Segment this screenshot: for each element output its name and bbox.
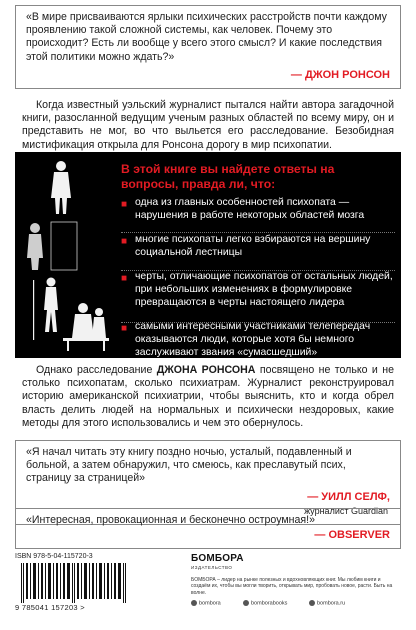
isbn-label: ISBN 978-5-04-115720-3 — [15, 553, 93, 560]
list-item — [121, 270, 397, 309]
link-bomborabooks[interactable] — [243, 600, 287, 606]
publisher-logo: БОМБОРА — [191, 553, 244, 564]
paragraph-body: посвящено не только и не столько психопатам, сколько психиатрам. Журналист реконструировал историю американской психиатрии, чтобы выяснить, кто и когда обрел власть делить людей на нормальных и психически нездоровых, какие методы для этого использовались и чем это обернулось. — [22, 364, 394, 429]
questions-list — [121, 196, 397, 370]
isbn-digits: 9 785041 157203 > — [15, 603, 85, 612]
bullet-icon: ■ — [121, 199, 128, 210]
link-text: bombora — [199, 600, 221, 607]
standing-man-silhouette — [51, 161, 71, 214]
link-text: bombora.ru — [317, 600, 346, 607]
isbn-barcode — [15, 553, 131, 613]
bullet-icon: ■ — [121, 273, 128, 284]
quote-will-self-text: «Я начал читать эту книгу поздно ночью, усталый, подавленный и больной, а затем обнаружил, что смеюсь, как преславутый псих, страницу за страницей» — [26, 446, 352, 485]
link-bombora[interactable] — [191, 600, 221, 606]
quote-observer — [15, 508, 401, 549]
silhouettes-illustration — [15, 152, 115, 358]
publisher-description: БОМБОРА – лидер на рынке полезных и вдохновляющих книг. Мы любим книги и создаём их, чтобы вы могли творить, открывать мир, пробовать новое, расти. Быть на волне. — [191, 577, 393, 596]
quote-ronson — [15, 5, 401, 89]
list-item — [121, 233, 397, 259]
social-icon — [243, 600, 249, 606]
reflection-figure-silhouette — [27, 222, 77, 270]
bullet-icon: ■ — [121, 323, 128, 334]
list-item — [121, 320, 397, 359]
publisher-links — [191, 600, 405, 610]
intro-paragraph: Когда известный уэльский журналист пытался найти автора загадочной книги, разосланной ведущим ученым разных областей по всему миру, он и представить не мог, во что выльется его расследование. Безобидная мистификация открыла для Ронсона дорогу в мир психопатии. — [22, 99, 394, 151]
list-item-text: черты, отличающие психопатов от остальных людей, при небольших изменениях в формулировке превращаются в черты настоящего лидера — [135, 271, 393, 308]
list-item-text: многие психопаты легко взбираются на вершину социальной лестницы — [135, 234, 371, 258]
questions-panel — [15, 152, 401, 358]
link-text: bomborabooks — [251, 600, 288, 607]
list-item — [121, 196, 397, 222]
list-divider — [121, 270, 395, 271]
paragraph-lead: Однако расследование — [36, 364, 157, 376]
bullet-icon: ■ — [121, 236, 128, 247]
publisher-subtitle: ИЗДАТЕЛЬСТВО — [191, 565, 233, 570]
quote-observer-text: «Интересная, провокационная и бесконечно остроумная!» — [26, 514, 315, 526]
quote-observer-author: — OBSERVER — [314, 529, 390, 542]
questions-content — [115, 152, 401, 358]
barcode-bars — [19, 563, 129, 603]
quote-will-self-name: — УИЛЛ СЕЛФ, — [307, 490, 390, 503]
link-bombora-site[interactable] — [309, 600, 345, 606]
list-item-text: одна из главных особенностей психопата — нарушения в работе некоторых областей мозга — [135, 197, 365, 221]
quote-ronson-text: «В мире присваиваются ярлыки психических расстройств почти каждому проявлению такой сложной системы, как человек. Почему это происходит? Есть ли вообще у всего этого смысл? И какие последствия этой политики можно ждать?» — [26, 11, 387, 63]
globe-icon — [309, 600, 315, 606]
social-icon — [191, 600, 197, 606]
walking-figure-silhouette — [33, 278, 58, 341]
list-divider — [121, 322, 395, 323]
list-divider — [121, 232, 395, 233]
author-name: ДЖОНА РОНСОНА — [156, 364, 256, 376]
investigation-paragraph — [22, 364, 394, 430]
panel-title: В этой книге вы найдете ответы на вопросы, правда ли, что: — [121, 162, 335, 191]
list-item-text: самыми интересными участниками телепередач оказываются люди, которые хотя бы немного заслуживают звания «сумасшедший» — [135, 321, 371, 358]
bench-figures-silhouette — [63, 303, 109, 351]
quote-will-self-role: журналист Guardian — [304, 505, 388, 516]
quote-ronson-author: — ДЖОН РОНСОН — [290, 68, 390, 81]
